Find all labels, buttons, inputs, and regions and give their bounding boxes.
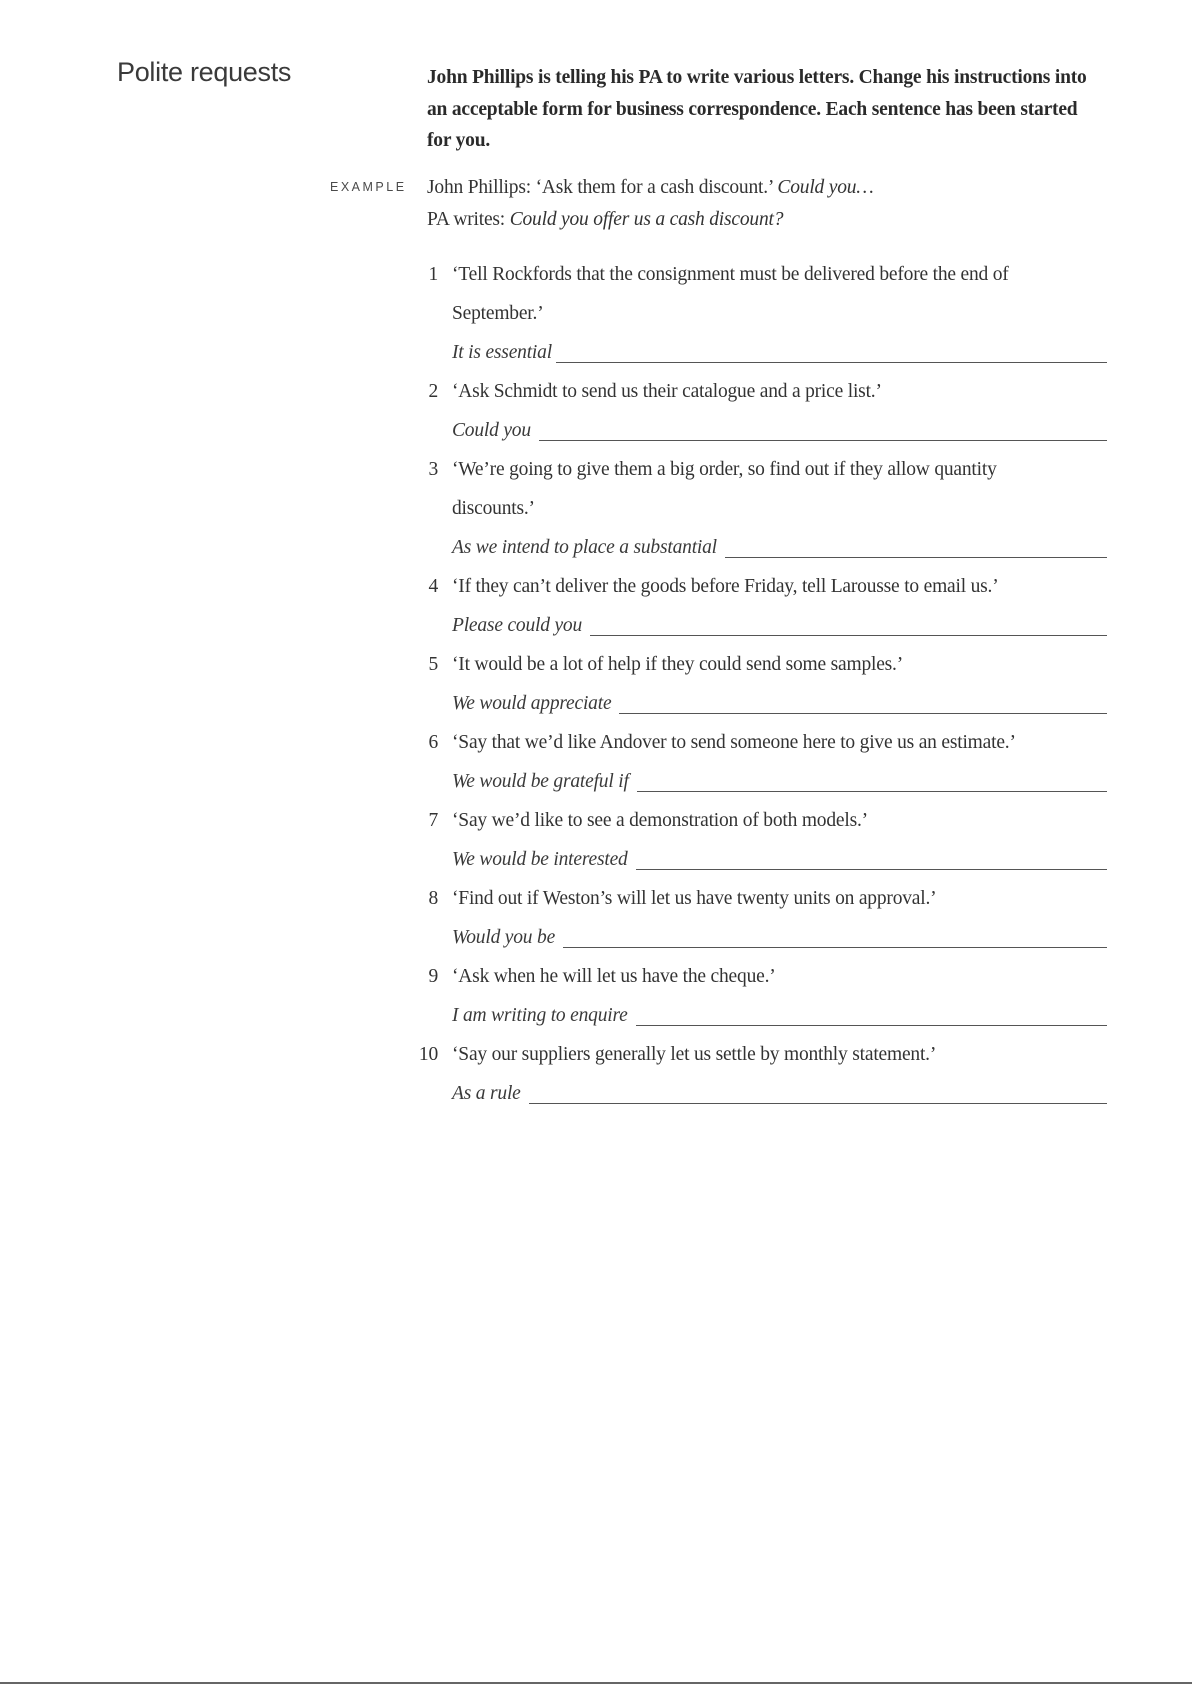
- example-answer: Could you offer us a cash discount?: [509, 208, 784, 230]
- answer-line[interactable]: [452, 684, 1107, 723]
- answer-line[interactable]: [452, 840, 1107, 879]
- answer-start: Please could you: [452, 615, 583, 636]
- example-label: EXAMPLE: [330, 180, 407, 194]
- exercise-item: [412, 645, 1107, 723]
- answer-blank[interactable]: [556, 361, 1107, 363]
- answer-blank[interactable]: [539, 439, 1107, 441]
- example-answer-start: Could you…: [777, 177, 874, 198]
- exercise-item: [412, 255, 1107, 372]
- item-prompt: ‘Say we’d like to see a demonstration of both models.’: [452, 810, 868, 831]
- answer-start: Could you: [452, 420, 531, 441]
- item-prompt: ‘If they can’t deliver the goods before Friday, tell Larousse to email us.’: [452, 576, 999, 597]
- example-block: [427, 172, 1092, 235]
- answer-start: Would you be: [452, 927, 556, 948]
- answer-line[interactable]: [452, 411, 1107, 450]
- exercise-item: [412, 450, 1107, 567]
- answer-start: We would be interested: [452, 849, 628, 870]
- item-number: 3: [428, 459, 438, 480]
- answer-line[interactable]: [452, 333, 1107, 372]
- answer-start: It is essential: [452, 342, 552, 363]
- item-number: 10: [418, 1044, 438, 1065]
- item-number: 1: [428, 264, 438, 285]
- item-prompt: ‘We’re going to give them a big order, so find out if they allow quantity discounts.’: [452, 459, 997, 519]
- page-bottom-rule: [0, 1682, 1192, 1684]
- answer-line[interactable]: [452, 1074, 1107, 1113]
- exercise-item: [412, 372, 1107, 450]
- exercise-item: [412, 567, 1107, 645]
- item-prompt: ‘Tell Rockfords that the consignment must be delivered before the end of September.’: [452, 264, 1009, 324]
- answer-blank[interactable]: [636, 1024, 1107, 1026]
- item-prompt: ‘Find out if Weston’s will let us have twenty units on approval.’: [452, 888, 937, 909]
- item-number: 6: [428, 732, 438, 753]
- example-line-1: [427, 172, 1092, 204]
- answer-start: We would appreciate: [452, 693, 612, 714]
- example-instruction: John Phillips: ‘Ask them for a cash discount.’: [427, 177, 773, 198]
- exercise-list: [412, 255, 1107, 1113]
- answer-blank[interactable]: [619, 712, 1107, 714]
- answer-start: As a rule: [452, 1083, 521, 1104]
- item-prompt: ‘It would be a lot of help if they could send some samples.’: [452, 654, 904, 675]
- item-prompt: ‘Ask Schmidt to send us their catalogue and a price list.’: [452, 381, 882, 402]
- item-number: 2: [428, 381, 438, 402]
- item-prompt: ‘Ask when he will let us have the cheque.’: [452, 966, 776, 987]
- item-number: 9: [428, 966, 438, 987]
- exercise-item: [412, 801, 1107, 879]
- exercise-item: [412, 957, 1107, 1035]
- item-number: 7: [428, 810, 438, 831]
- answer-line[interactable]: [452, 918, 1107, 957]
- example-line-2: [427, 204, 1092, 236]
- answer-blank[interactable]: [590, 634, 1107, 636]
- exercise-item: [412, 723, 1107, 801]
- item-number: 8: [428, 888, 438, 909]
- answer-blank[interactable]: [529, 1102, 1107, 1104]
- section-heading: Polite requests: [117, 57, 292, 87]
- item-number: 4: [428, 576, 438, 597]
- answer-blank[interactable]: [563, 946, 1107, 948]
- exercise-item: [412, 1035, 1107, 1113]
- example-pa-label: PA writes:: [427, 208, 506, 230]
- answer-blank[interactable]: [725, 556, 1107, 558]
- exercise-instructions: John Phillips is telling his PA to write various letters. Change his instructions into an acceptable form for business correspondence. Each sentence has been started for you.: [427, 67, 1087, 151]
- answer-line[interactable]: [452, 762, 1107, 801]
- answer-line[interactable]: [452, 606, 1107, 645]
- answer-blank[interactable]: [637, 790, 1107, 792]
- item-number: 5: [428, 654, 438, 675]
- exercise-item: [412, 879, 1107, 957]
- answer-start: As we intend to place a substantial: [452, 537, 717, 558]
- item-prompt: ‘Say our suppliers generally let us settle by monthly statement.’: [452, 1044, 937, 1065]
- answer-line[interactable]: [452, 528, 1107, 567]
- answer-start: I am writing to enquire: [452, 1005, 628, 1026]
- answer-blank[interactable]: [636, 868, 1107, 870]
- answer-start: We would be grateful if: [452, 771, 629, 792]
- answer-line[interactable]: [452, 996, 1107, 1035]
- item-prompt: ‘Say that we’d like Andover to send someone here to give us an estimate.’: [452, 732, 1016, 753]
